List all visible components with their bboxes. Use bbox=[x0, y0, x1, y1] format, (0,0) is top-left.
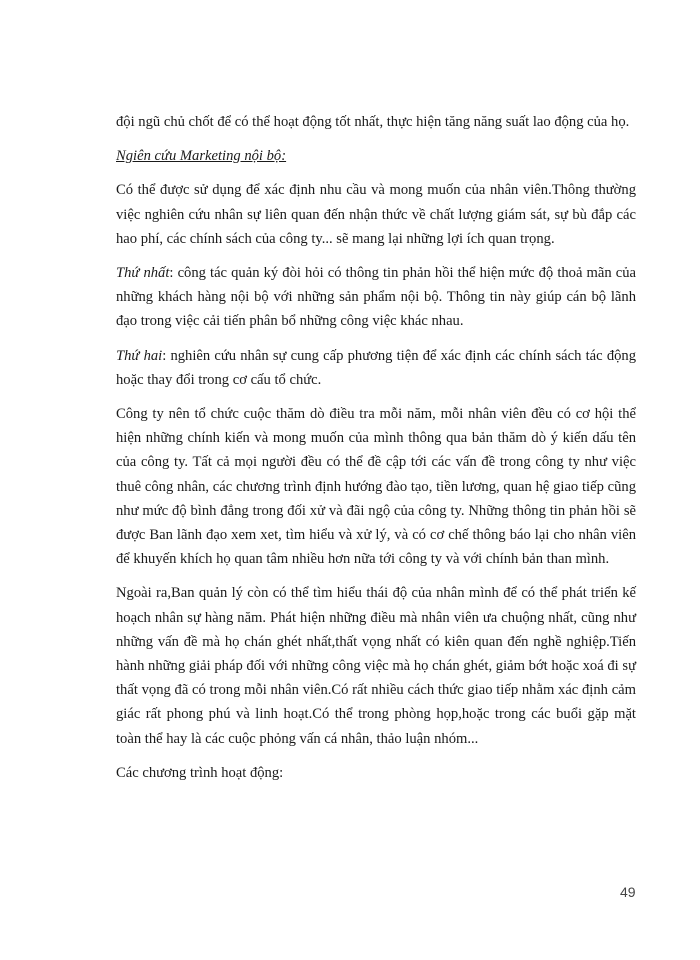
paragraph-purpose: Có thể được sử dụng để xác định nhu cầu và mong muốn của nhân viên.Thông thường việc nghiên cứu nhân sự liên quan đến nhận thức về chất lượng giám sát, sự bù đắp các hao phí, các chính sách của công ty... sẽ mang lại những lợi ích quan trọng. bbox=[116, 182, 636, 247]
paragraph-programs: Các chương trình hoạt động: bbox=[116, 764, 284, 781]
paragraph-attitude: Ngoài ra,Ban quản lý còn có thể tìm hiểu thái độ của nhân mình để có thể phát triển kế hoạch nhân sự hàng năm. Phát hiện những điều mà nhân viên ưa chuộng nhất, cũng như những vấn đề mà họ chán ghét nhất,thất vọng nhất có kiên quan đến nghề nghiệp.Tiến hành những giải pháp đối với những công việc mà họ chán ghét, giảm bớt hoặc xoá đi sự thất vọng đã có trong mỗi nhân viên.Có rất nhiều cách thức giao tiếp nhằm xác định cảm giác rất phong phú và linh hoạt.Có thể trong phòng họp,hoặc trong các buổi gặp mặt toàn thể hay là các cuộc phỏng vấn cá nhân, thảo luận nhóm... bbox=[116, 585, 636, 747]
document-page bbox=[116, 110, 636, 795]
paragraph-first-body: : công tác quản ký đòi hỏi có thông tin phản hồi thể hiện mức độ thoả mãn của những khách hàng nội bộ với những sản phẩm nội bộ. Thông tin này giúp cán bộ lãnh đạo trong việc cải tiến phân bổ những công việc khác nhau. bbox=[116, 265, 637, 330]
paragraph-second-body: : nghiên cứu nhân sự cung cấp phương tiện để xác định các chính sách tác động hoặc thay đổi trong cơ cấu tổ chức. bbox=[116, 347, 637, 388]
section-heading bbox=[116, 144, 636, 168]
paragraph-second bbox=[116, 344, 636, 392]
section-heading-text: Ngiên cứu Marketing nội bộ: bbox=[116, 148, 287, 165]
paragraph-intro: đội ngũ chủ chốt để có thể hoạt động tốt nhất, thực hiện tăng năng suất lao động của họ. bbox=[116, 114, 630, 130]
page-number: 49 bbox=[620, 884, 636, 900]
paragraph-first-lead: Thứ nhất bbox=[116, 265, 170, 282]
paragraph-survey: Công ty nên tổ chức cuộc thăm dò điều tra mỗi năm, mỗi nhân viên đều có cơ hội thể hiện những chính kiến và mong muốn của mình thông qua bản thăm dò ý kiến dấu tên của công ty. Tất cả mọi người đều có thể đề cập tới các vấn đề trong công ty như việc thuê công nhân, các chương trình định hướng đào tạo, tiền lương, quan hệ giao tiếp cũng như mức độ bình đẳng trong đối xử và đãi ngộ của công ty. Những thông tin phản hồi sẽ được Ban lãnh đạo xem xet, tìm hiểu và xử lý, và có cơ chế thông báo lại cho nhân viên để khuyến khích họ quan tâm nhiều hơn nữa tới công ty và với chính bản than mình. bbox=[116, 406, 636, 568]
paragraph-second-lead: Thứ hai bbox=[116, 347, 163, 364]
paragraph-first bbox=[116, 261, 636, 334]
